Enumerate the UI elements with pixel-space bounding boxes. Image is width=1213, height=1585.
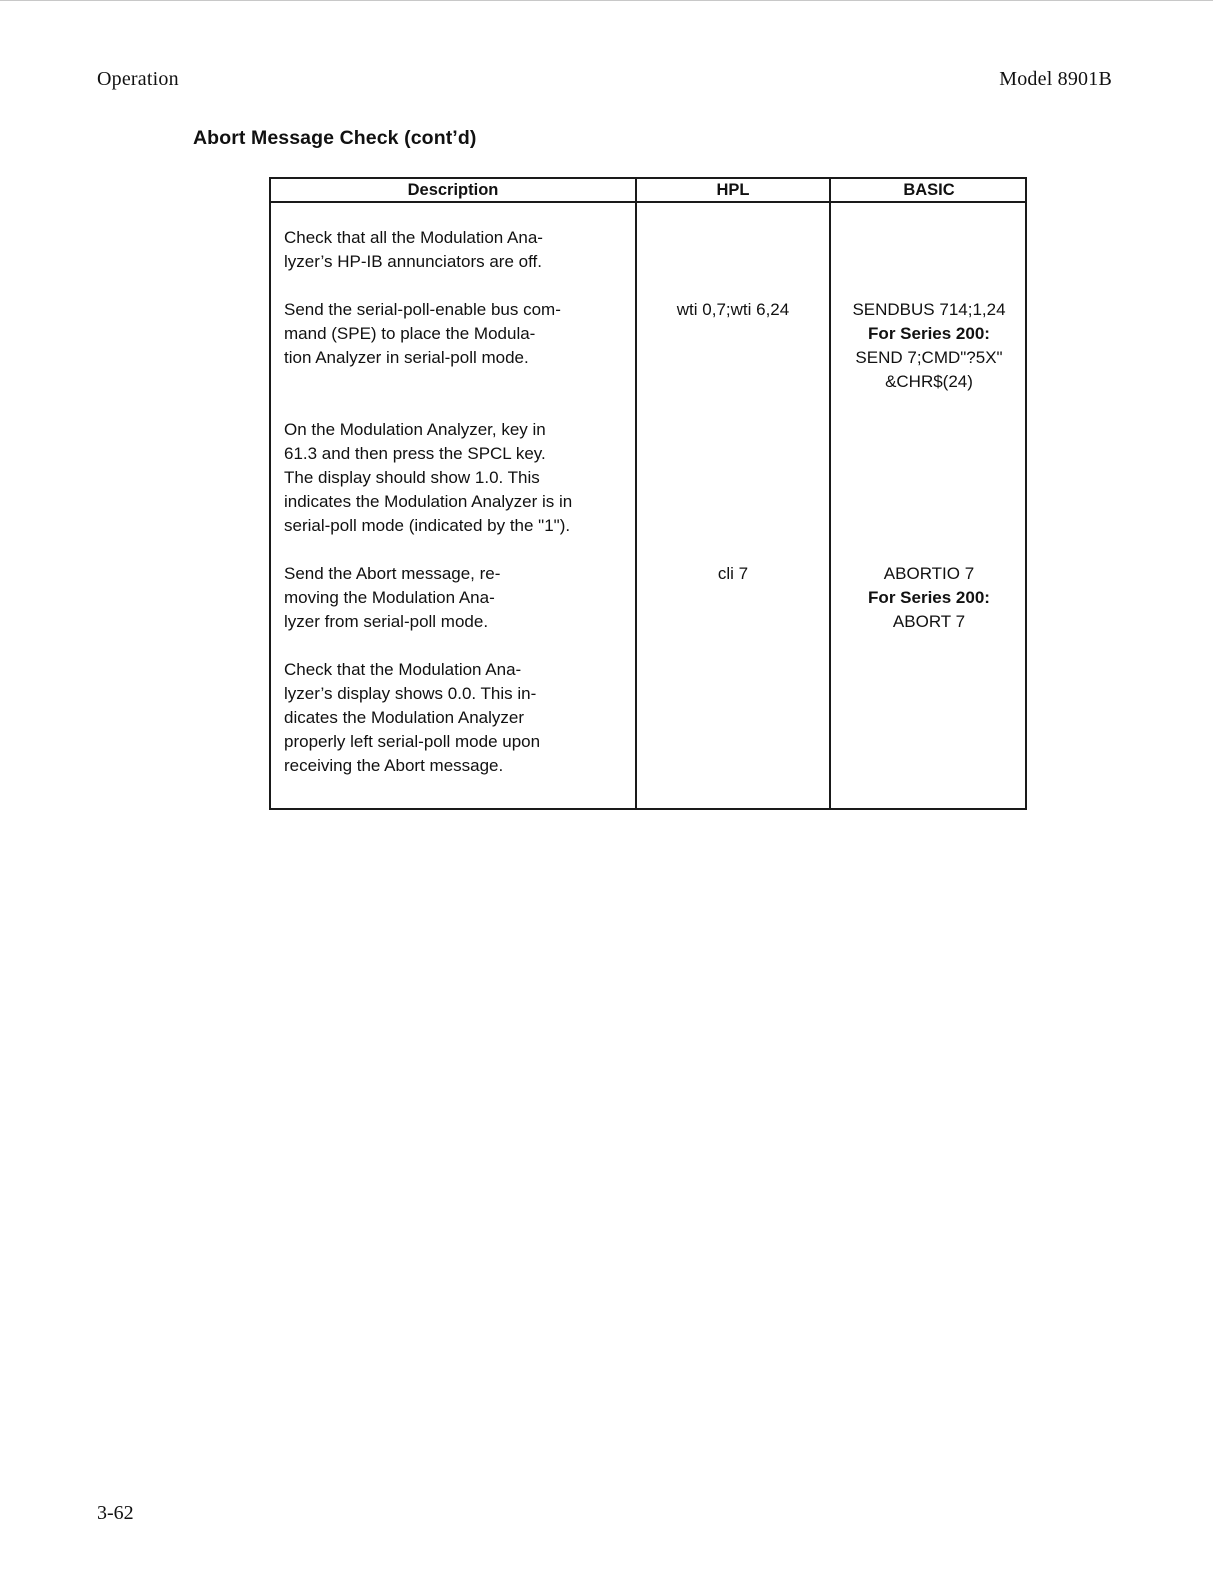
table-row-basic: [831, 298, 1027, 394]
table-row-description: Check that the Modulation Ana- lyzer’s display shows 0.0. This in- dicates the Modulation Analyzer properly left serial-poll mode upon receiving the Abort message.: [284, 660, 541, 775]
basic-line-series-200: For Series 200:: [868, 324, 990, 343]
basic-line-series-200: For Series 200:: [868, 588, 990, 607]
table-row-basic: [831, 562, 1027, 634]
table-row-description: On the Modulation Analyzer, key in 61.3 and then press the SPCL key. The display should show 1.0. This indicates the Modulation Analyzer is in serial-poll mode (indicated by the "1").: [284, 420, 573, 535]
table-row-hpl: cli 7: [717, 564, 749, 583]
running-head-model: Model 8901B: [999, 68, 1112, 90]
column-divider: [635, 179, 637, 808]
running-head-section: Operation: [97, 68, 179, 90]
basic-line: ABORTIO 7: [883, 564, 975, 583]
page-top-rule: [0, 0, 1213, 1]
section-title: Abort Message Check (cont’d): [193, 127, 477, 149]
column-header-hpl: HPL: [716, 181, 750, 199]
table-row-description: Send the Abort message, re- moving the Modulation Ana- lyzer from serial-poll mode.: [284, 564, 501, 631]
table-row-description: Check that all the Modulation Ana- lyzer’s HP-IB annunciators are off.: [284, 228, 543, 271]
basic-line: SEND 7;CMD"?5X": [855, 348, 1003, 367]
header-divider: [271, 201, 1025, 203]
column-header-description: Description: [407, 181, 499, 199]
column-divider: [829, 179, 831, 808]
procedure-table: [269, 177, 1027, 810]
table-row-hpl: wti 0,7;wti 6,24: [676, 300, 790, 319]
page-number: 3-62: [97, 1502, 134, 1524]
column-header-basic: BASIC: [903, 181, 955, 199]
basic-line: SENDBUS 714;1,24: [852, 300, 1006, 319]
basic-line: &CHR$(24): [885, 372, 973, 391]
basic-line: ABORT 7: [892, 612, 966, 631]
table-row-description: Send the serial-poll-enable bus com- mand (SPE) to place the Modula- tion Analyzer in serial-poll mode.: [284, 300, 561, 367]
